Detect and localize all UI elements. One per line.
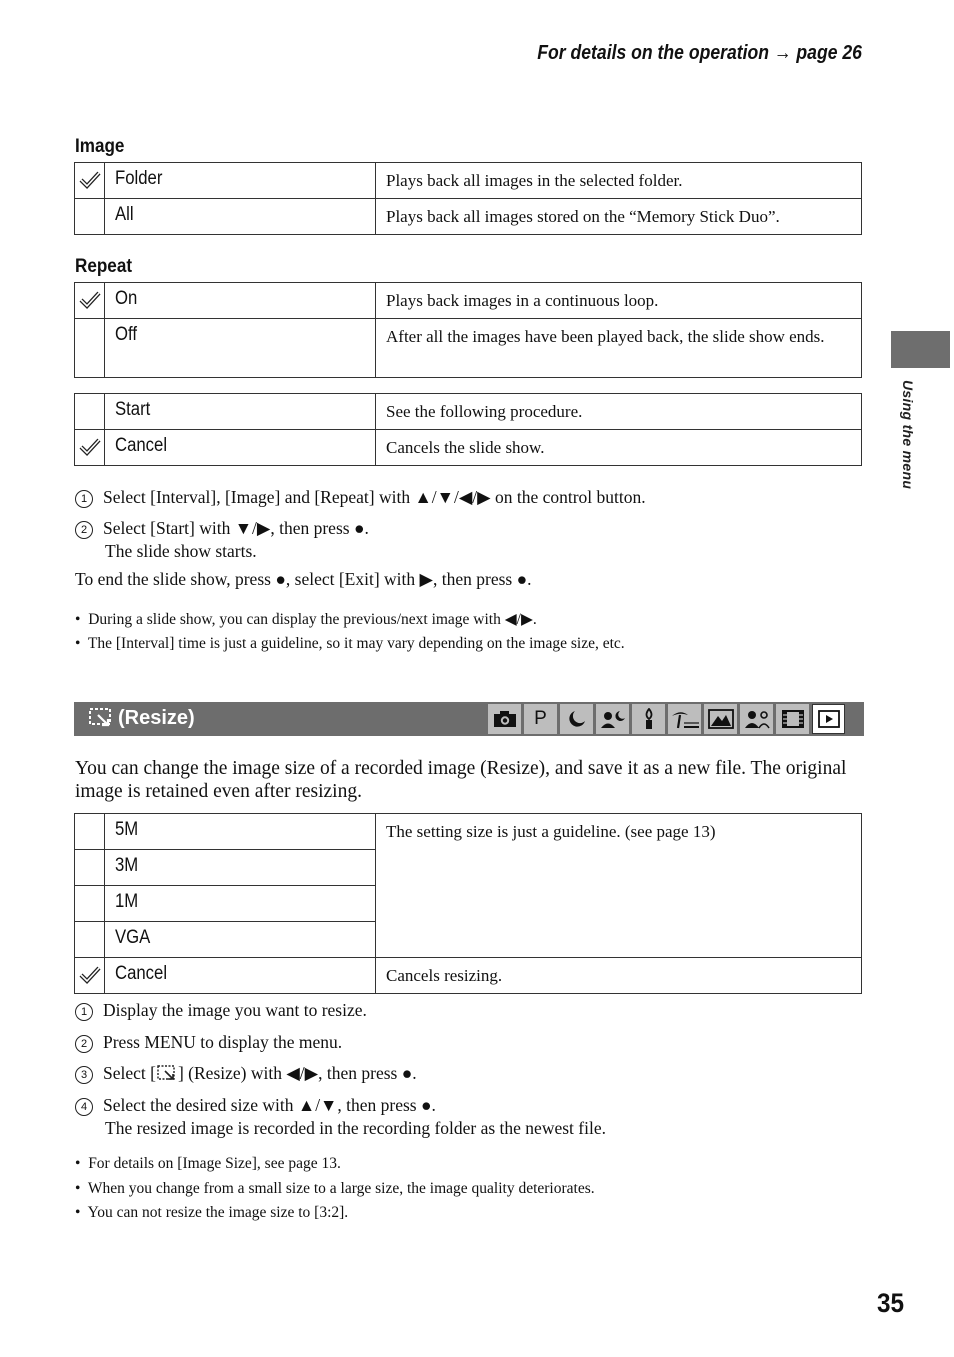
- option-name: On: [105, 283, 376, 319]
- resize-note: • When you change from a small size to a large size, the image quality deteriorates.: [75, 1180, 595, 1197]
- option-description: Plays back images in a continuous loop.: [376, 283, 862, 319]
- resize-icon: [156, 1064, 178, 1082]
- cancel-description: Cancels resizing.: [376, 958, 862, 994]
- check-cell: [75, 199, 105, 235]
- twilight-portrait-icon: [596, 704, 629, 734]
- check-cell: [75, 319, 105, 378]
- option-name: 5M: [105, 814, 376, 850]
- check-cell: [75, 394, 105, 430]
- camera-icon: [488, 704, 521, 734]
- check-icon: [79, 437, 101, 457]
- twilight-icon: [560, 704, 593, 734]
- slideshow-note: • During a slide show, you can display the previous/next image with ◀/▶.: [75, 611, 537, 628]
- table-row: [75, 319, 862, 378]
- resize-step-4: 4 Select the desired size with ▲/▼, then press ●. The resized image is recorded in the recording folder as the newest file.: [75, 1094, 606, 1140]
- slideshow-step-2: 2 Select [Start] with ▼/▶, then press ●. The slide show starts.: [75, 517, 369, 563]
- option-name: Off: [105, 319, 376, 378]
- default-check-cell: [75, 430, 105, 466]
- image-options-table: [74, 162, 862, 235]
- step-number-icon: 1: [75, 490, 93, 508]
- option-description: Plays back all images stored on the “Memory Stick Duo”.: [376, 199, 862, 235]
- soft-snap-icon: [740, 704, 773, 734]
- start-options-table: [74, 393, 862, 466]
- option-name: 1M: [105, 886, 376, 922]
- slideshow-step-1: 1 Select [Interval], [Image] and [Repeat] with ▲/▼/◀/▶ on the control button.: [75, 486, 646, 509]
- option-name: VGA: [105, 922, 376, 958]
- table-row: [75, 394, 862, 430]
- repeat-section-label: Repeat: [75, 256, 133, 277]
- default-check-cell: [75, 163, 105, 199]
- resize-step-1: 1 Display the image you want to resize.: [75, 999, 367, 1022]
- check-cell: [75, 850, 105, 886]
- table-row: [75, 958, 862, 994]
- side-section-tab: [891, 331, 950, 368]
- side-section-label: Using the menu: [900, 380, 916, 490]
- header-page-reference: For details on the operation → page 26: [537, 42, 862, 64]
- check-icon: [79, 170, 101, 190]
- table-row: [75, 283, 862, 319]
- check-cell: [75, 886, 105, 922]
- resize-step-2: 2 Press MENU to display the menu.: [75, 1031, 342, 1054]
- step-number-icon: 1: [75, 1003, 93, 1021]
- check-icon: [79, 965, 101, 985]
- table-row: [75, 163, 862, 199]
- option-description: After all the images have been played back, the slide show ends.: [376, 319, 862, 378]
- option-description: Plays back all images in the selected folder.: [376, 163, 862, 199]
- playback-icon: [812, 704, 845, 734]
- table-row: [75, 814, 862, 850]
- landscape-icon: [704, 704, 737, 734]
- option-name: Start: [105, 394, 376, 430]
- option-name: Cancel: [105, 958, 376, 994]
- check-cell: [75, 814, 105, 850]
- option-description: See the following procedure.: [376, 394, 862, 430]
- size-description: The setting size is just a guideline. (see page 13): [376, 814, 862, 958]
- beach-icon: [668, 704, 701, 734]
- slideshow-note: • The [Interval] time is just a guideline, so it may vary depending on the image size, etc.: [75, 635, 625, 652]
- resize-step-3: 3 Select [ ] (Resize) with ◀/▶, then press ●.: [75, 1062, 417, 1085]
- resize-intro-paragraph: You can change the image size of a recorded image (Resize), and save it as a new file. The original image is retained even after resizing.: [75, 758, 847, 802]
- step-number-icon: 2: [75, 521, 93, 539]
- resize-options-table: [74, 813, 862, 994]
- resize-icon: [88, 706, 114, 728]
- option-name: Folder: [105, 163, 376, 199]
- repeat-options-table: [74, 282, 862, 378]
- option-name: 3M: [105, 850, 376, 886]
- default-check-cell: [75, 283, 105, 319]
- table-row: [75, 199, 862, 235]
- option-name: All: [105, 199, 376, 235]
- slideshow-end-instruction: To end the slide show, press ●, select [Exit] with ▶, then press ●.: [75, 569, 532, 589]
- option-name: Cancel: [105, 430, 376, 466]
- resize-note: • You can not resize the image size to [3:2].: [75, 1204, 349, 1221]
- resize-note: • For details on [Image Size], see page 13.: [75, 1155, 341, 1172]
- step-number-icon: 3: [75, 1066, 93, 1084]
- step-number-icon: 4: [75, 1098, 93, 1116]
- resize-section-title: (Resize): [88, 706, 195, 730]
- image-section-label: Image: [75, 136, 125, 157]
- table-row: [75, 430, 862, 466]
- option-description: Cancels the slide show.: [376, 430, 862, 466]
- step-number-icon: 2: [75, 1035, 93, 1053]
- candle-icon: [632, 704, 665, 734]
- check-cell: [75, 922, 105, 958]
- mode-icons-strip: [488, 704, 845, 734]
- p-mode-icon: P: [524, 704, 557, 734]
- check-icon: [79, 290, 101, 310]
- page-number: 35: [876, 1288, 904, 1318]
- movie-icon: [776, 704, 809, 734]
- default-check-cell: [75, 958, 105, 994]
